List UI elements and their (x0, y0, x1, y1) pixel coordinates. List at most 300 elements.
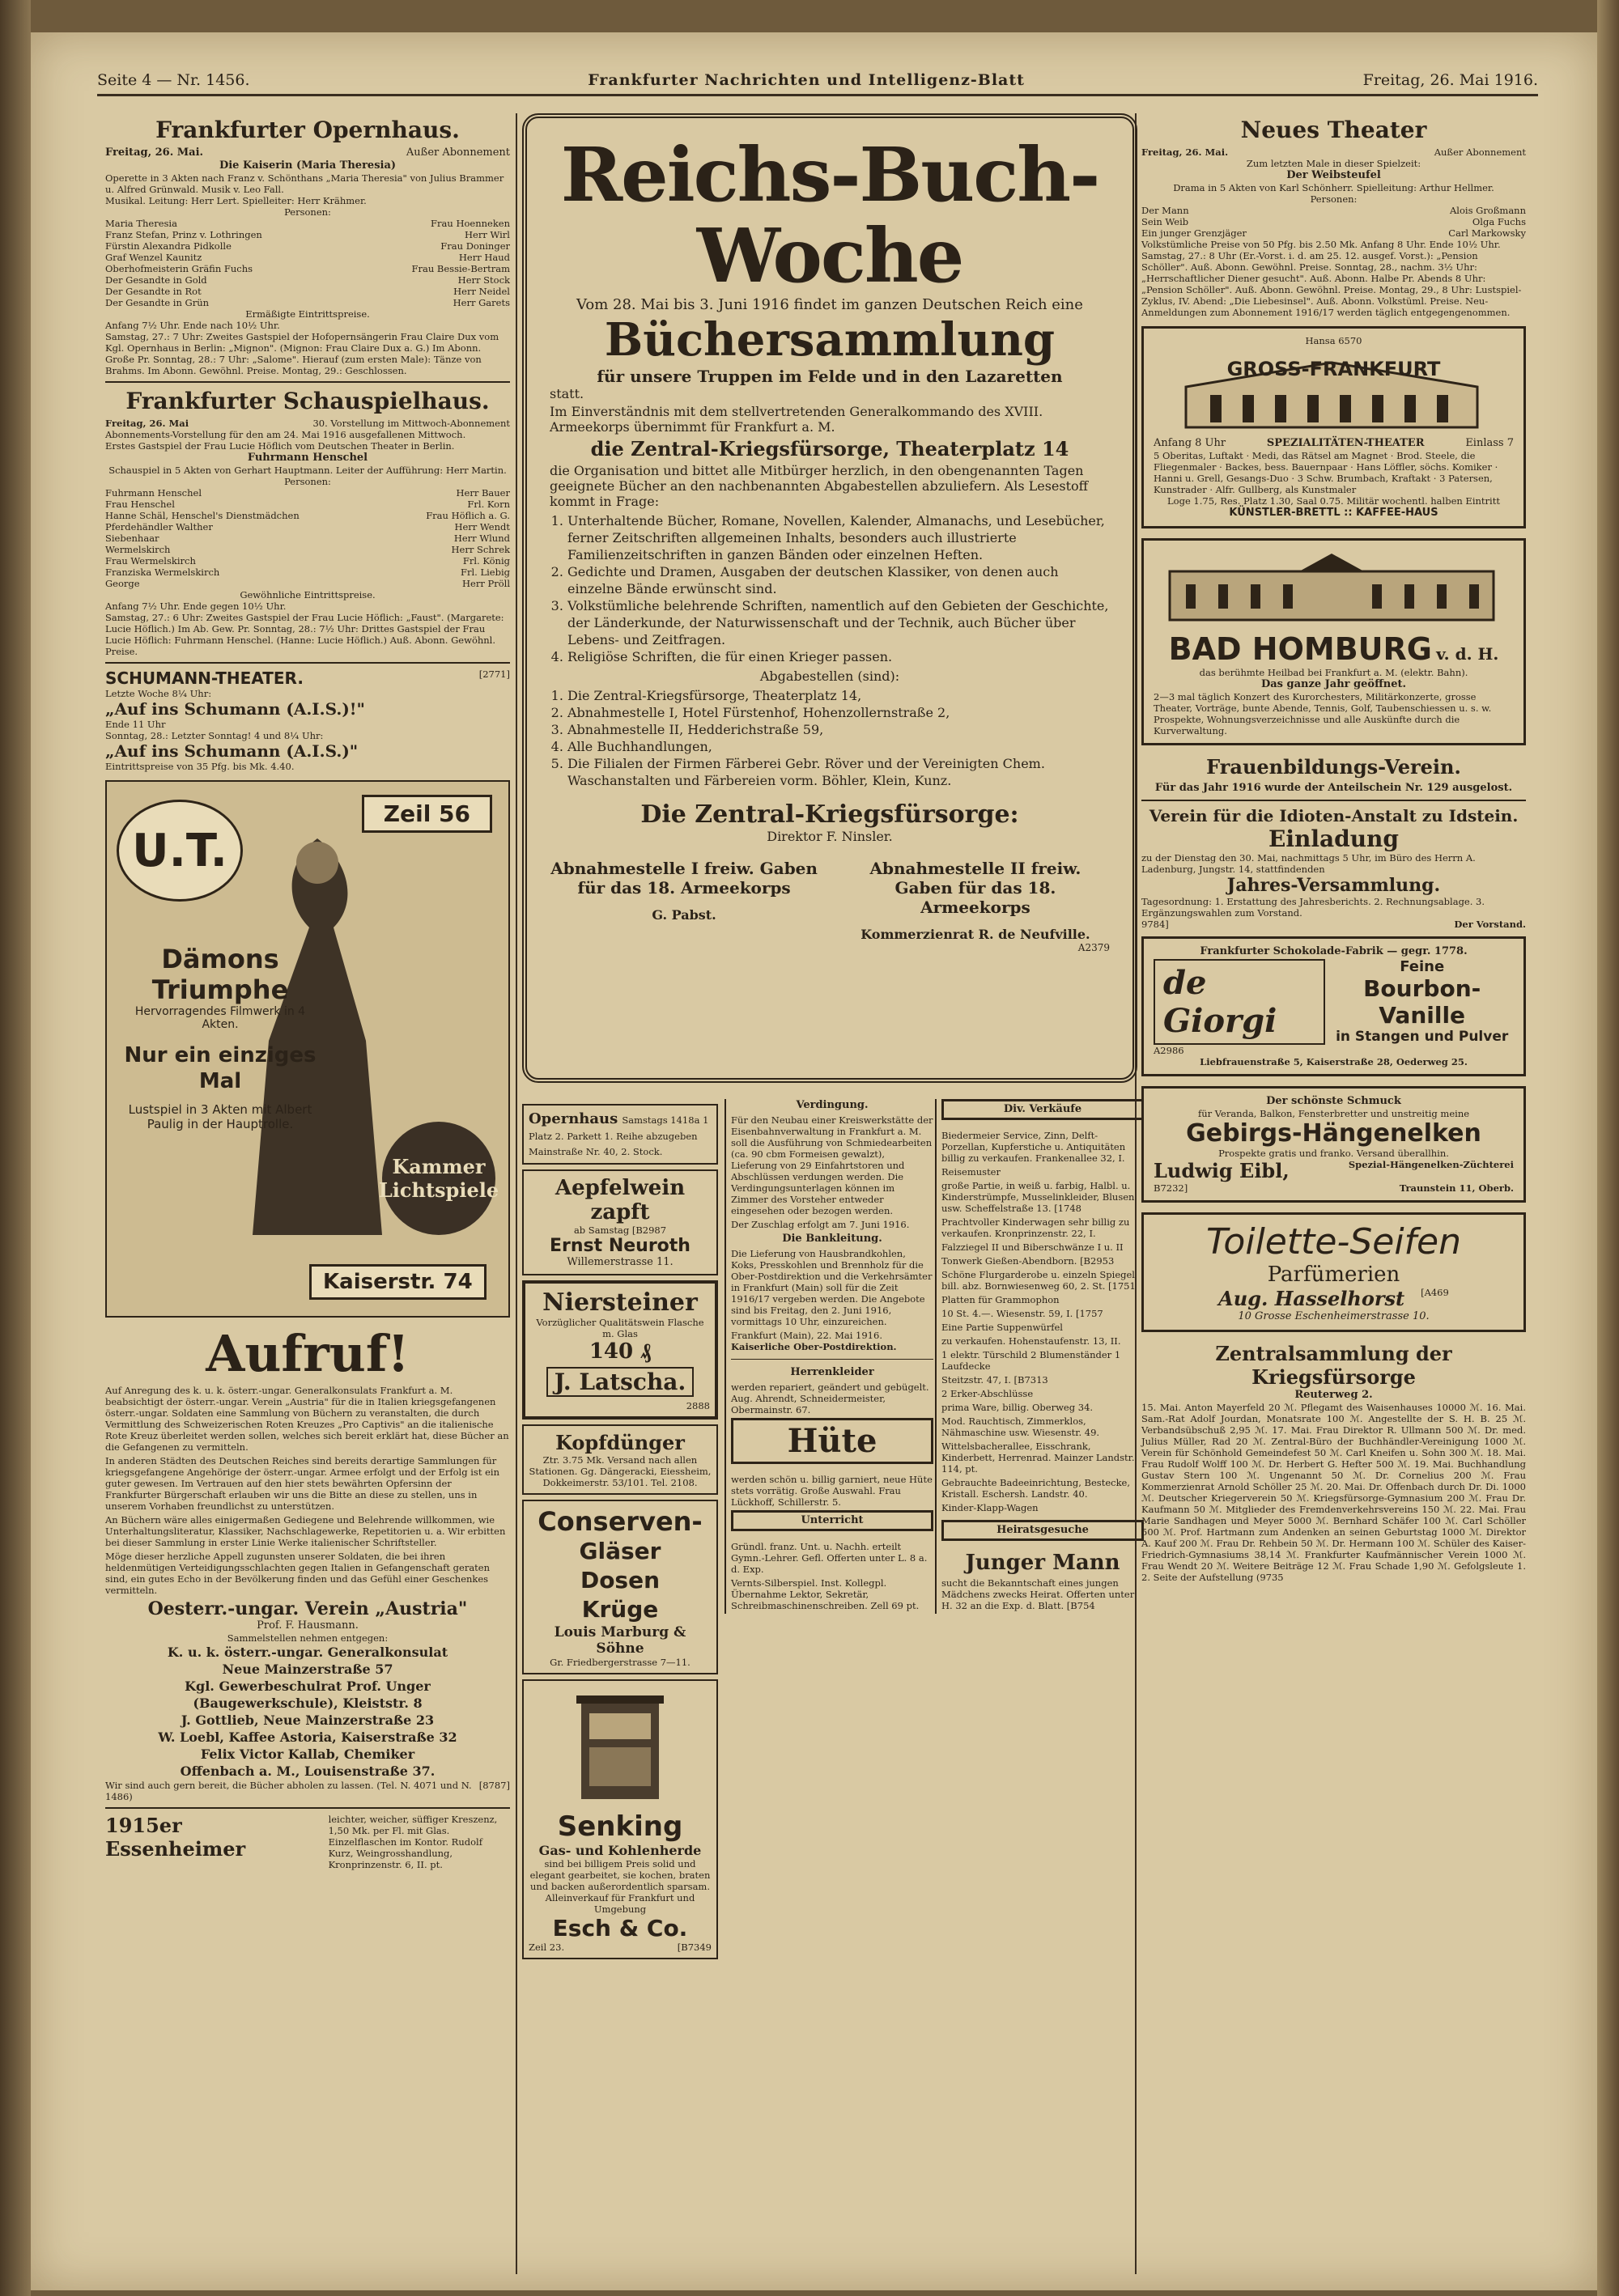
senking-ad (522, 1679, 718, 1959)
reichs-items (567, 512, 1110, 665)
bernt-text: Vernts-Silberspiel. Inst. Kollegpl. Übernahme Lektor, Sekretär, Schreibmaschinenschreiben. Zell 69 pt. (731, 1577, 920, 1611)
schumann-title: SCHUMANN-THEATER. (105, 668, 304, 688)
verkauf-item: 2 Erker-Abschlüsse (941, 1388, 1034, 1399)
column-rule (516, 113, 517, 2274)
cast-row (105, 510, 510, 521)
opernhaus-staff: Musikal. Leitung: Herr Lert. Spielleiter: Herr Krähmer. (105, 195, 367, 206)
idioten-title: Verein für die Idioten-Anstalt zu Idstein. (1149, 806, 1519, 825)
schauspielhaus-times: Anfang 7½ Uhr. Ende gegen 10½ Uhr. (105, 601, 287, 612)
neuroth-addr: Willemerstrasse 11. (567, 1256, 674, 1268)
verkauf-item: Reisemuster (941, 1166, 1001, 1178)
reichs-rightname: Kommerzienrat R. de Neufville. (860, 927, 1090, 942)
cast-actor: Herr Bauer (456, 487, 510, 499)
gf-anfang: Anfang 8 Uhr (1154, 437, 1226, 449)
cast-row (105, 263, 510, 274)
schoko-addr: Liebfrauenstraße 5, Kaiserstraße 28, Oederweg 25. (1200, 1056, 1468, 1067)
toilette-addr: 10 Grosse Eschenheimerstrasse 10. (1238, 1310, 1430, 1322)
gf-sub: SPEZIALITÄTEN-THEATER (1266, 437, 1425, 449)
neues-date: Freitag, 26. Mai. (1141, 146, 1229, 158)
cast-row (105, 229, 510, 240)
ut-nur: Nur ein einziges Mal (124, 1043, 317, 1093)
idioten-section (1141, 806, 1526, 930)
senking-gas: Gas- und Kohlenherde (538, 1843, 702, 1858)
schumann-line: Letzte Woche 8¼ Uhr: (105, 688, 212, 699)
frauen-title: Frauenbildungs-Verein. (1206, 755, 1461, 779)
bank-sign2: Kaiserliche Ober-Postdirektion. (731, 1341, 897, 1352)
verkauf-item: Falzziegel II und Biberschwänze I u. II (941, 1241, 1124, 1253)
essenheimer-text: leichter, weicher, süffiger Kreszenz, 1,50 Mk. per Fl. mit Glas. Einzelflaschen im Kontor. Rudolf Kurz, Weingrosshandlung, Kronprinzenstr. 6, II. pt. (328, 1814, 498, 1870)
schoko-brand: de Giorgi (1154, 959, 1325, 1045)
ut-film-title: Dämons Triumphe (151, 944, 289, 1005)
schauspielhaus-notes: Samstag, 27.: 6 Uhr: Zweites Gastspiel der Frau Lucie Höflich: „Faust". (Margarete: Lucie Höflich.) Im Ab. Gew. Pr. Sonntag, 28.: 7½ Uhr: Drittes Gastspiel der Frau Lucie Höflich: Fuhrmann Henschel. (Hanne: Lucie Höflich.) Auß. Abonn. Gewöhnl. Preise. (105, 612, 504, 657)
schoko-code: A2986 (1154, 1045, 1184, 1056)
reichs-item: 1. Unterhaltende Bücher, Romane, Novellen, Kalender, Almanachs, und Lesebücher, ferner Zeitschriften allgemeinen Inhalts, besonders auch illustrierte Familienzeitschriften in ganzen Bänden oder einzelnen Heften. (567, 512, 1110, 563)
frauen-section (1141, 755, 1526, 795)
cast-row (1141, 205, 1526, 216)
newspaper-title: Frankfurter Nachrichten und Intelligenz-Blatt (588, 71, 1025, 89)
verkauf-item: Schöne Flurgarderobe u. einzeln Spiegel bill. abz. Bornwiesenweg 60, 2. St. [1751 (941, 1269, 1136, 1292)
kruege: Krüge (581, 1596, 659, 1623)
ut-film-sub: Hervorragendes Filmwerk in 4 Akten. (134, 1005, 306, 1031)
idioten-agenda: Tagesordnung: 1. Erstattung des Jahresberichts. 2. Rechnungsablage. 3. Ergänzungswahlen zum Vorstand. (1141, 896, 1485, 919)
opernhaus-cast (105, 218, 510, 308)
esch-code: [B7349 (677, 1942, 712, 1953)
toilette-parf: Parfümerien (1267, 1263, 1400, 1287)
aufruf-paragraph: Auf Anregung des k. u. k. österr.-ungar. Generalkonsulats Frankfurt a. M. beabsichtigt der österr.-ungar. Verein „Austria" für die in Italien kriegsgefangenen österr.-ungar. Soldaten eine Sammlung von Büchern zu veranstalten, die durch Vermittlung des Schweizerischen Roten Kreuzes „Pro Captivis" an die italienische Rote Kreuz überleitet werden sollen, welches sich bereit erklärt hat, diese Bücher an die Gefangenen zu vermitteln. (105, 1385, 509, 1453)
frauen-text: Für das Jahr 1916 wurde der Anteilschein Nr. 129 ausgelost. (1154, 782, 1513, 794)
cast-actor: Carl Markowsky (1448, 227, 1526, 239)
essenheimer-ad (105, 1814, 510, 1870)
gf-name: GROSS-FRANKFURT (1226, 358, 1441, 380)
schauspielhaus-play: Fuhrmann Henschel (247, 452, 368, 464)
schumann-line: „Auf ins Schumann (A.I.S.)" (105, 741, 359, 761)
kopf-text: Ztr. 3.75 Mk. Versand nach allen Stationen. Gg. Dängeracki, Eiessheim, Dokkeimerstr. 53/101. Tel. 2108. (529, 1454, 712, 1488)
cast-row (105, 297, 510, 308)
opernhaus-title: Frankfurter Opernhaus. (155, 117, 460, 143)
schauspielhaus-personen: Personen: (284, 476, 331, 487)
verkauf-item: 1 elektr. Türschild 2 Blumenständer 1 Laufdecke (941, 1349, 1121, 1372)
verkauf-item: Biedermeier Service, Zinn, Delft-Porzellan, Kupferstiche u. Antiquitäten billig zu verkaufen. Frankenallee 32, I. (941, 1130, 1126, 1164)
cast-actor: Frau Doninger (440, 240, 510, 252)
gebirgs-traun: Traunstein 11, Oberb. (1399, 1182, 1514, 1194)
verkauf-item: Tonwerk Gießen-Abendborn. [B2953 (941, 1255, 1115, 1267)
neues-play: Der Weibsteufel (1286, 169, 1381, 181)
reichs-sammlung: Büchersammlung (604, 313, 1056, 367)
toilette-name: Aug. Hasselhorst (1218, 1287, 1405, 1310)
cast-role: Frau Wermelskirch (105, 555, 196, 567)
aufruf-address: W. Loebl, Kaffee Astoria, Kaiserstraße 32 (158, 1729, 457, 1745)
cast-row (105, 274, 510, 286)
verkauf-item: Steitzstr. 47, I. [B7313 (941, 1374, 1048, 1386)
neuroth-sub: ab Samstag [B2987 (573, 1224, 667, 1236)
cast-role: Wermelskirch (105, 544, 171, 555)
zks-addr: Reuterweg 2. (1294, 1389, 1373, 1401)
marburg-ad (522, 1500, 718, 1674)
subcol-ads-left (522, 1099, 718, 1964)
herren-text: werden repariert, geändert und gebügelt. Aug. Ahrendt, Schneidermeister, Obermainstr. 67. (731, 1381, 929, 1415)
latscha-code: 2888 (686, 1400, 710, 1411)
reichs-sign: Die Zentral-Kriegsfürsorge: (640, 800, 1019, 829)
column-left (105, 113, 510, 1870)
zks-text: 15. Mai. Anton Mayerfeld 20 ℳ. Pflegamt des Waisenhauses 10000 ℳ. 16. Mai. Sam.-Rat Adolf Jourdan, Monatsrate 100 ℳ. Angestellte der S. H. B. 25 ℳ. Verbandsübschuß 2,95 ℳ. 17. Mai. Frau Direktor R. Ullmann 500 ℳ. Dr. med. Julius Müller, Rad 20 ℳ. Zentral-Büro der Buchhändler-Vereinigung 1000 ℳ. Verein für Schönhold Gemeindefest 50 ℳ. Carl Kneifen u. Sohn 300 ℳ. 18. Mai. Frau Rudolf Wolff 100 ℳ. Dr. Herbert G. Hefter 500 ℳ. 19. Mai. Buchhandlung Gustav Stern 100 ℳ. Ungenannt 50 ℳ. Dr. Cornelius 200 ℳ. Frau Kommerzienrat Arnold Schöller 25 ℳ. 20. Mai. Dr. Offenbach durch Dr. Di. 1000 ℳ. Deutscher Kriegerverein 50 ℳ. Kriegsfürsorge-Gymnasium 200 ℳ. Frau Dr. Kaufmann 50 ℳ. Mitglieder des Fremdenverkehrsvereins 150 ℳ. 22. Mai. Frau Marie Sandhagen und Meyer 5000 ℳ. Bernhard Schäfer 100 ℳ. Carl Schöller 500 ℳ. Prof. Hartmann zum Andenken an seinen Geburtstag 1000 ℳ. Direktor A. Kauf 200 ℳ. Frau Dr. Rehbein 50 ℳ. Dr. Hermann 100 ℳ. Schüler des Kaiser-Friedrich-Gymnasiums 38,14 ℳ. Frankfurter Kaufmännischer Verein 1000 ℳ. Frau Wendt 20 ℳ. Weitere Beiträge 12 ℳ. Frau Schade 1,90 ℳ. Gefolgsleute 1. 2. Seite der Aufstellung (9735 (1141, 1402, 1526, 1583)
idioten-code: 9784] (1141, 919, 1169, 930)
aufruf-addresses (105, 1644, 510, 1780)
reichs-item: 3. Volkstümliche belehrende Schriften, namentlich auf den Gebieten der Geschichte, der Länderkunde, der Naturwissenschaft und der Technik, auch Bücher über Lebens- und Zeitfragen. (567, 597, 1110, 648)
neues-cast (1141, 205, 1526, 239)
gebirgs-ad (1141, 1086, 1526, 1203)
niersteiner-title: Niersteiner (542, 1288, 698, 1317)
reichs-p2: die Organisation und bittet alle Mitbürger herzlich, in den obengenannten Tagen geeignete Bücher an den nachbenannten Abgabestellen abzuliefern. Als Lesestoff kommt in Frage: (550, 463, 1089, 509)
unterricht-text: Gründl. franz. Unt. u. Nachh. erteilt Gymn.-Lehrer. Gefl. Offerten unter L. 8 a. d. Exp. (731, 1541, 928, 1575)
cast-actor: Herr Wirl (465, 229, 510, 240)
verkauf-item: prima Ware, billig. Oberweg 34. (941, 1402, 1094, 1413)
opernhaus-play: Die Kaiserin (Maria Theresia) (219, 159, 397, 172)
opernhaus-desc: Operette in 3 Akten nach Franz v. Schönthans „Maria Theresia" von Julius Brammer u. Alfred Grünwald. Musik v. Leo Fall. (105, 172, 504, 195)
essenheimer-title: 1915er Essenheimer (105, 1814, 246, 1861)
marburg-addr: Gr. Friedbergerstrasse 7—11. (550, 1657, 691, 1668)
reichs-fuer: für unsere Truppen im Felde und in den Lazaretten (597, 367, 1063, 386)
cast-actor: Herr Neidel (453, 286, 510, 297)
huete-title: Hüte (731, 1418, 933, 1464)
aufruf-title: Aufruf! (206, 1324, 410, 1383)
opernhaus-times: Anfang 7½ Uhr. Ende nach 10½ Uhr. (105, 320, 280, 331)
aufruf-code: [8787] (478, 1780, 510, 1791)
cast-role: Fürstin Alexandra Pidkolle (105, 240, 232, 252)
cast-row (105, 252, 510, 263)
aufruf-address: K. u. k. österr.-ungar. Generalkonsulat (167, 1645, 448, 1660)
reichs-stelle: 3. Abnahmestelle II, Hedderichstraße 59, (567, 721, 1110, 738)
reichs-buch-woche-ad (522, 113, 1137, 1083)
column-middle (522, 113, 1137, 2240)
aufruf-address: Offenbach a. M., Louisenstraße 37. (180, 1763, 436, 1779)
cast-actor: Frau Bessie-Bertram (411, 263, 510, 274)
gebirgs-eibl: Ludwig Eibl, (1154, 1159, 1290, 1182)
cast-actor: Herr Garets (453, 297, 510, 308)
reichs-code: A2379 (1077, 942, 1110, 953)
niersteiner-ad (522, 1280, 718, 1420)
cast-row (1141, 227, 1526, 239)
schauspielhaus-line2: Erstes Gastspiel der Frau Lucie Höflich vom Deutschen Theater in Berlin. (105, 440, 455, 452)
reichs-title: Reichs-Buch-Woche (560, 131, 1099, 299)
cast-row (105, 487, 510, 499)
aufruf-section (105, 1326, 510, 1802)
reichs-stelle: 2. Abnahmestelle I, Hotel Fürstenhof, Hohenzollernstraße 2, (567, 704, 1110, 721)
reichs-left: Abnahmestelle I freiw. Gaben für das 18. Armeekorps (550, 859, 818, 898)
column-right (1141, 113, 1526, 1583)
verding-zuschlag: Der Zuschlag erfolgt am 7. Juni 1916. (731, 1219, 910, 1230)
gf-einlass: Einlass 7 (1465, 437, 1514, 449)
cast-row (105, 555, 510, 567)
verkauf-item: große Partie, in weiß u. farbig, Halbl. u. Kinderstrümpfe, Musselinkleider, Blusen usw. Scheffelstraße 13. [1748 (941, 1180, 1135, 1214)
cast-row (105, 286, 510, 297)
middle-subcolumns (522, 1099, 1137, 2240)
heirat-title: Heiratsgesuche (941, 1520, 1144, 1541)
dosen: Dosen (580, 1567, 661, 1594)
unterricht-title: Unterricht (731, 1510, 933, 1531)
cast-row (1141, 216, 1526, 227)
cast-row (105, 218, 510, 229)
aufruf-paragraph: In anderen Städten des Deutschen Reiches sind bereits derartige Sammlungen für kriegsgefangene Angehörige der österr.-ungar. Armee erfolgt und der Erfolg ist ein guter gewesen. Im Vertrauen auf den hier stets bewährten Opfersinn der Frankfurter Bürgerschaft erlauben wir uns die Bitte an diese zu stellen, uns in unserem Vorhaben freundlichst zu unterstützen. (105, 1455, 499, 1512)
latscha-name: J. Latscha. (546, 1367, 694, 1397)
aufruf-address: Felix Victor Kallab, Chemiker (200, 1746, 415, 1762)
reichs-zkf: die Zentral-Kriegsfürsorge, Theaterplatz 14 (590, 437, 1069, 460)
verkauf-item: Eine Partie Suppenwürfel (941, 1322, 1063, 1333)
marburg-name: Louis Marburg & Söhne (554, 1624, 686, 1657)
ut-address-zeil: Zeil 56 (362, 795, 492, 833)
gf-footer: KÜNSTLER-BRETTL :: KAFFEE-HAUS (1229, 507, 1438, 519)
schauspielhaus-date: Freitag, 26. Mai (105, 418, 189, 429)
bank-sign: Frankfurt (Main), 22. Mai 1916. (731, 1330, 882, 1341)
idioten-jahres: Jahres-Versammlung. (1226, 875, 1441, 896)
cast-role: Pferdehändler Walther (105, 521, 213, 533)
aufruf-address: J. Gottlieb, Neue Mainzerstraße 23 (181, 1712, 435, 1728)
toilette-title: Toilette-Seifen (1205, 1221, 1461, 1263)
cast-role: Maria Theresia (105, 218, 177, 229)
neues-first: Zum letzten Male in dieser Spielzeit: (1246, 158, 1421, 169)
reichs-abnahme (550, 859, 1110, 942)
neues-abo: Außer Abonnement (1434, 146, 1526, 158)
ut-logo: U.T. (117, 800, 243, 902)
reichs-stelle: 4. Alle Buchhandlungen, (567, 738, 1110, 755)
neuroth-name: Ernst Neuroth (550, 1236, 691, 1256)
cast-role: Franziska Wermelskirch (105, 567, 220, 578)
idioten-sign: Der Vorstand. (1454, 919, 1526, 930)
page-binding-edge (0, 0, 31, 2296)
subcol-notices (725, 1099, 933, 1614)
schoko-feine: Feine (1400, 958, 1445, 975)
schoko-name: Frankfurter Schokolade-Fabrik — gegr. 1778. (1200, 945, 1468, 957)
reichs-statt: statt. (550, 386, 584, 401)
cast-role: Der Mann (1141, 205, 1189, 216)
cast-actor: Herr Stock (457, 274, 510, 286)
cast-role: Der Gesandte in Gold (105, 274, 207, 286)
cast-role: Sein Weib (1141, 216, 1189, 227)
schauspielhaus-info: 30. Vorstellung im Mittwoch-Abonnement (312, 418, 510, 429)
cast-actor: Frl. Liebig (461, 567, 510, 578)
bank-title: Die Bankleitung. (782, 1233, 882, 1245)
aufruf-paragraph: Möge dieser herzliche Appell zugunsten unserer Soldaten, die bei ihren heldenmütigen Verteidigungsschlachten gegen Italien in Gefangenschaft geraten sind, ein gutes Echo in der Bevölkerung finden und das Gefühl einer Geschenkes vermitteln. (105, 1551, 491, 1596)
kopfduenger-ad (522, 1424, 718, 1495)
idioten-einladung: Einladung (1268, 825, 1399, 852)
junger-text: sucht die Bekanntschaft eines jungen Mädchens zwecks Heirat. Offerten unter H. 32 an die Exp. d. Blatt. [B754 (941, 1577, 1135, 1611)
reichs-intro: Vom 28. Mai bis 3. Juni 1916 findet im ganzen Deutschen Reich eine (576, 296, 1083, 313)
bank-text: Die Lieferung von Hausbrandkohlen, Koks, Presskohlen und Brennholz für die Ober-Postdirektion und die Verkehrsämter in Frankfurt (Main) soll für die Zeit 1916/17 vergeben werden. Die Angebote sind bis Freitag, den 2. Juni 1916, vormittags 10 Uhr, einzureichen. (731, 1248, 933, 1327)
schumann-line: Ende 11 Uhr (105, 719, 166, 730)
cast-role: Fuhrmann Henschel (105, 487, 202, 499)
gross-frankfurt-ad (1141, 326, 1526, 528)
homburg-desc: das berühmte Heilbad bei Frankfurt a. M. (elektr. Bahn). (1199, 667, 1468, 678)
aufruf-paragraph: An Büchern wäre alles einigermaßen Gediegene und Belehrende willkommen, wie Unterhaltungsliteratur, Klassiker, Nachschlagewerke, Repetitorien u. a. Wir erbitten bei dieser Sammlung in erster Linie Werke italienischer Schriftsteller. (105, 1514, 506, 1548)
verding-text: Für den Neubau einer Kreiswerkstätte der Eisenbahnverwaltung in Frankfurt a. M. soll die Ausführung von Schmiedearbeiten (ca. 90 cbm Formeisen gewalzt), Lieferung von 29 Einfahrtstoren und Abschlüssen verdungen werden. Die Verdingungsunterlagen können im Zimmer des Vorsteher entweder eingesehen oder bezogen werden. (731, 1114, 933, 1216)
subcol-verkaeufe (935, 1099, 1144, 1614)
bad-homburg-ad (1141, 538, 1526, 745)
aufruf-foot: Wir sind auch gern bereit, die Bücher abholen zu lassen. (Tel. N. 4071 und N. 1486) (105, 1780, 472, 1802)
herren-title: Herrenkleider (790, 1366, 874, 1378)
senking-title: Senking (557, 1810, 683, 1843)
schauspielhaus-line1: Abonnements-Vorstellung für den am 24. Mai 1916 ausgefallenen Mittwoch. (105, 429, 466, 440)
gf-phone: Hansa 6570 (1305, 335, 1362, 346)
aufruf-address: Neue Mainzerstraße 57 (222, 1662, 393, 1677)
esch-name: Esch & Co. (552, 1915, 688, 1942)
verkauf-item: Wittelsbacherallee, Eisschrank, Kinderbett, Herrenrad. Mainzer Landstr. 114, pt. (941, 1441, 1135, 1475)
schoko-bourbon: Bourbon-Vanille (1363, 975, 1481, 1029)
junger-title: Junger Mann (965, 1551, 1120, 1575)
page-header (97, 57, 1538, 96)
aufruf-prof: Prof. F. Hausmann. (257, 1619, 359, 1632)
schauspielhaus-title: Frankfurter Schauspielhaus. (125, 388, 490, 414)
cast-role: Der Gesandte in Rot (105, 286, 202, 297)
cast-row (105, 521, 510, 533)
cast-role: Ein junger Grenzjäger (1141, 227, 1247, 239)
schumann-line: „Auf ins Schumann (A.I.S.)!" (105, 699, 365, 719)
schauspielhaus-desc: Schauspiel in 5 Akten von Gerhart Hauptmann. Leiter der Aufführung: Herr Martin. (108, 465, 507, 476)
schauspielhaus-prices: Gewöhnliche Eintrittspreise. (240, 589, 376, 601)
reichs-p1: Im Einverständnis mit dem stellvertretenden Generalkommando des XVIII. Armeekorps übernimmt für Frankfurt a. M. (550, 404, 1043, 435)
gebirgs-top: Der schönste Schmuck (1266, 1095, 1401, 1107)
niersteiner-price: 140 ₰ (589, 1339, 652, 1364)
verding-title: Verdingung. (796, 1099, 869, 1111)
gf-acts: 5 Oberitas, Luftakt · Medi, das Rätsel am Magnet · Brod. Steele, die Fliegenmaler · Backes, bess. Bauernpaar · Hans Löffler, söchs. Komiker · Hanni u. Grell, Gesangs-Duo · 3 Schw. Brumbach, Kraftakt · 3 Patersen, Kunstrader · Alfr. Gullberg, als Kunstmaler (1154, 450, 1498, 495)
verkauf-list (941, 1130, 1144, 1513)
ut-program (123, 944, 317, 1131)
cast-role: Franz Stefan, Prinz v. Lothringen (105, 229, 262, 240)
schumann-line: Sonntag, 28.: Letzter Sonntag! 4 und 8¼ Uhr: (105, 730, 324, 741)
cast-role: George (105, 578, 140, 589)
schauspielhaus-section (105, 388, 510, 657)
idioten-text: zu der Dienstag den 30. Mai, nachmittags 5 Uhr, im Büro des Herrn A. Ladenburg, Jungstr. 14, stattfindenden (1141, 852, 1476, 875)
page-number: Seite 4 — Nr. 1456. (97, 71, 250, 89)
cast-actor: Frau Höflich a. G. (426, 510, 510, 521)
esch-addr: Zeil 23. (529, 1942, 565, 1953)
gebirgs-prosp: Prospekte gratis und franko. Versand überallhin. (1218, 1148, 1449, 1159)
reichs-right: Abnahmestelle II freiw. Gaben für das 18. Armeekorps (869, 859, 1081, 917)
kopf-title: Kopfdünger (555, 1431, 685, 1454)
zks-title: Zentralsammlung der Kriegsfürsorge (1215, 1342, 1452, 1389)
aufruf-address: (Baugewerkschule), Kleiststr. 8 (193, 1695, 423, 1711)
gebirgs-title: Gebirgs-Hängenelken (1186, 1119, 1481, 1148)
ut-lustspiel: Lustspiel in 3 Akten mit Albert Paulig in der Hauptrolle. (128, 1102, 312, 1131)
niersteiner-sub: Vorzüglicher Qualitätswein Flasche m. Glas (536, 1317, 704, 1339)
verkauf-item: Prachtvoller Kinderwagen sehr billig zu verkaufen. Kronprinzenstr. 22, I. (941, 1216, 1130, 1239)
schoko-stangen: in Stangen und Pulver (1336, 1029, 1509, 1045)
cast-row (105, 567, 510, 578)
opernhaus-date: Freitag, 26. Mai. (105, 146, 204, 159)
zks-section (1141, 1342, 1526, 1583)
opernhaus-notes: Samstag, 27.: 7 Uhr: Zweites Gastspiel der Hofopernsängerin Frau Claire Dux vom Kgl. Opernhaus in Berlin: „Mignon". (Mignon: Frau Claire Dux a. G.) Im Abonn. Große Pr. Sonntag, 28.: 7 Uhr: „Salome". Hierauf (zum ersten Male): Tänze von Brahms. Im Abonn. Gewöhnl. Preise. Montag, 29.: Geschlossen. (105, 331, 499, 376)
page-right-edge (1597, 0, 1619, 2296)
verkauf-item: Gebrauchte Badeeinrichtung, Bestecke, Kristall. Eschersh. Landstr. 40. (941, 1477, 1130, 1500)
cast-row (105, 533, 510, 544)
verkauf-item: Platten für Grammophon (941, 1294, 1060, 1305)
reichs-dir: Direktor F. Ninsler. (767, 829, 893, 844)
aufruf-address: Kgl. Gewerbeschulrat Prof. Unger (185, 1678, 431, 1694)
schumann-line: Eintrittspreise von 35 Pfg. bis Mk. 4.40. (105, 761, 295, 772)
ticket-text: Samstags 1418a 1 Platz 2. Parkett 1. Reihe abzugeben Mainstraße Nr. 40, 2. Stock. (529, 1114, 709, 1157)
gebirgs-code: B7232] (1154, 1182, 1188, 1194)
cast-actor: Herr Pröll (462, 578, 510, 589)
opernhaus-prices: Ermäßigte Eintrittspreise. (245, 308, 370, 320)
kaiserstr-address: Kaiserstr. 74 (309, 1264, 487, 1300)
aufruf-verein: Oesterr.-ungar. Verein „Austria" (147, 1598, 468, 1619)
opernhaus-section (105, 117, 510, 376)
stove-illustration (572, 1686, 669, 1807)
cast-actor: Herr Haud (458, 252, 510, 263)
homburg-name: BAD HOMBURG (1168, 631, 1432, 667)
neues-title: Neues Theater (1240, 117, 1427, 143)
schumann-section (105, 668, 510, 772)
cast-actor: Olga Fuchs (1472, 216, 1526, 227)
neuroth-ad (522, 1169, 718, 1275)
aufruf-samm: Sammelstellen nehmen entgegen: (227, 1632, 389, 1644)
cast-actor: Herr Schrek (451, 544, 510, 555)
neuroth-title: Aepfelwein zapft (555, 1176, 686, 1224)
neues-desc: Drama in 5 Akten von Karl Schönherr. Spielleitung: Arthur Hellmer. (1173, 182, 1494, 193)
glaeser: Gläser (579, 1538, 661, 1564)
verkauf-item: Kinder-Klapp-Wagen (941, 1502, 1039, 1513)
schokolade-ad (1141, 936, 1526, 1076)
gebirgs-spec: Spezial-Hängenelken-Züchterei (1348, 1159, 1514, 1170)
cast-role: Siebenhaar (105, 533, 159, 544)
cast-row (105, 578, 510, 589)
opernhaus-ticket-ad (522, 1104, 718, 1165)
cast-row (105, 499, 510, 510)
opernhaus-abo: Außer Abonnement (406, 146, 510, 159)
homburg-text: 2—3 mal täglich Konzert des Kurorchesters, Militärkonzerte, grosse Theater, Vorträge, bunte Abende, Tennis, Golf, Taubenschiessen u. s. w. Prospekte, Wohnungsverzeichnisse und alle Auskünfte durch die Kurverwaltung. (1154, 691, 1492, 736)
cast-actor: Herr Wlund (453, 533, 510, 544)
senking-text: sind bei billigem Preis solid und elegant gearbeitet, sie kochen, braten und backen außerordentlich sparsam. Alleinverkauf für Frankfurt und Umgebung (529, 1858, 711, 1915)
verkauf-item: 10 St. 4.—. Wiesenstr. 59, I. [1757 (941, 1308, 1103, 1319)
schumann-code: [2771] (478, 668, 510, 680)
kurhaus-illustration (1154, 547, 1510, 628)
reichs-abg: Abgabestellen (sind): (759, 668, 900, 684)
toilette-code: [A469 (1421, 1287, 1449, 1298)
ut-kammer-lichtspiele-ad (105, 780, 510, 1318)
reichs-item: 4. Religiöse Schriften, die für einen Krieger passen. (567, 648, 1110, 665)
page-date: Freitag, 26. Mai 1916. (1362, 71, 1538, 89)
opernhaus-personen: Personen: (284, 206, 331, 218)
cast-role: Der Gesandte in Grün (105, 297, 210, 308)
verkauf-title: Div. Verkäufe (941, 1099, 1144, 1120)
reichs-leftname: G. Pabst. (652, 907, 716, 923)
gf-prices: Loge 1.75, Res. Platz 1.30, Saal 0.75. Militär wochentl. halben Eintritt (1167, 495, 1500, 507)
cast-role: Frau Henschel (105, 499, 175, 510)
homburg-vdh: v. d. H. (1436, 644, 1499, 664)
verkauf-item: Mod. Rauchtisch, Zimmerklos, Nähmaschine usw. Wiesenstr. 49. (941, 1415, 1100, 1438)
cast-row (105, 544, 510, 555)
homburg-year: Das ganze Jahr geöffnet. (1260, 678, 1407, 690)
neues-theater-section (1141, 117, 1526, 318)
cast-role: Graf Wenzel Kaunitz (105, 252, 202, 263)
neues-personen: Personen: (1310, 193, 1358, 205)
schauspielhaus-cast (105, 487, 510, 589)
verkauf-item: zu verkaufen. Hohenstaufenstr. 13, II. (941, 1335, 1121, 1347)
cast-role: Hanne Schäl, Henschel's Dienstmädchen (105, 510, 300, 521)
reichs-stellen (567, 687, 1110, 789)
cast-actor: Frl. Korn (467, 499, 510, 510)
huete-text: werden schön u. billig garniert, neue Hüte stets vorrätig. Große Auswahl. Frau Lückhoff, Schillerstr. 5. (731, 1474, 933, 1508)
ticket-title: Opernhaus (529, 1110, 618, 1127)
reichs-item: 2. Gedichte und Dramen, Ausgaben der deutschen Klassiker, von denen auch einzelne Bände erwünscht sind. (567, 563, 1110, 597)
neues-notes: Volkstümliche Preise von 50 Pfg. bis 2.50 Mk. Anfang 8 Uhr. Ende 10½ Uhr. Samstag, 27.: 8 Uhr (Er.-Vorst. i. d. am 25. 12. ausgef. Vorst.): „Pension Schöller". Auß. Abonn. Gewöhnl. Preise. Sonntag, 28., nachm. 3½ Uhr: „Herrschaftlicher Diener gesucht". Auß. Abonn. Halbe Pr. Abends 8 Uhr: „Pension Schöller". Auß. Abonn. Gewöhnl. Preise. Montag, 29., 8 Uhr: Lustspiel-Zyklus, IV. Abend: „Die Liebesinsel". Auß. Abonn. Volkstüml. Preise. Neu-Anmeldungen zum Abonnement 1916/17 werden täglich entgegengenommen. (1141, 239, 1522, 318)
cast-actor: Frl. König (462, 555, 510, 567)
cast-row (105, 240, 510, 252)
conserven-title: Conserven- (538, 1506, 703, 1537)
gebirgs-sub: für Veranda, Balkon, Fensterbretter und unstreitig meine (1197, 1108, 1470, 1119)
kammer-lichtspiele-logo: Kammer Lichtspiele (382, 1122, 495, 1235)
cast-actor: Herr Wendt (454, 521, 510, 533)
toilette-ad (1141, 1212, 1526, 1332)
reichs-stelle: 1. Die Zentral-Kriegsfürsorge, Theaterplatz 14, (567, 687, 1110, 704)
